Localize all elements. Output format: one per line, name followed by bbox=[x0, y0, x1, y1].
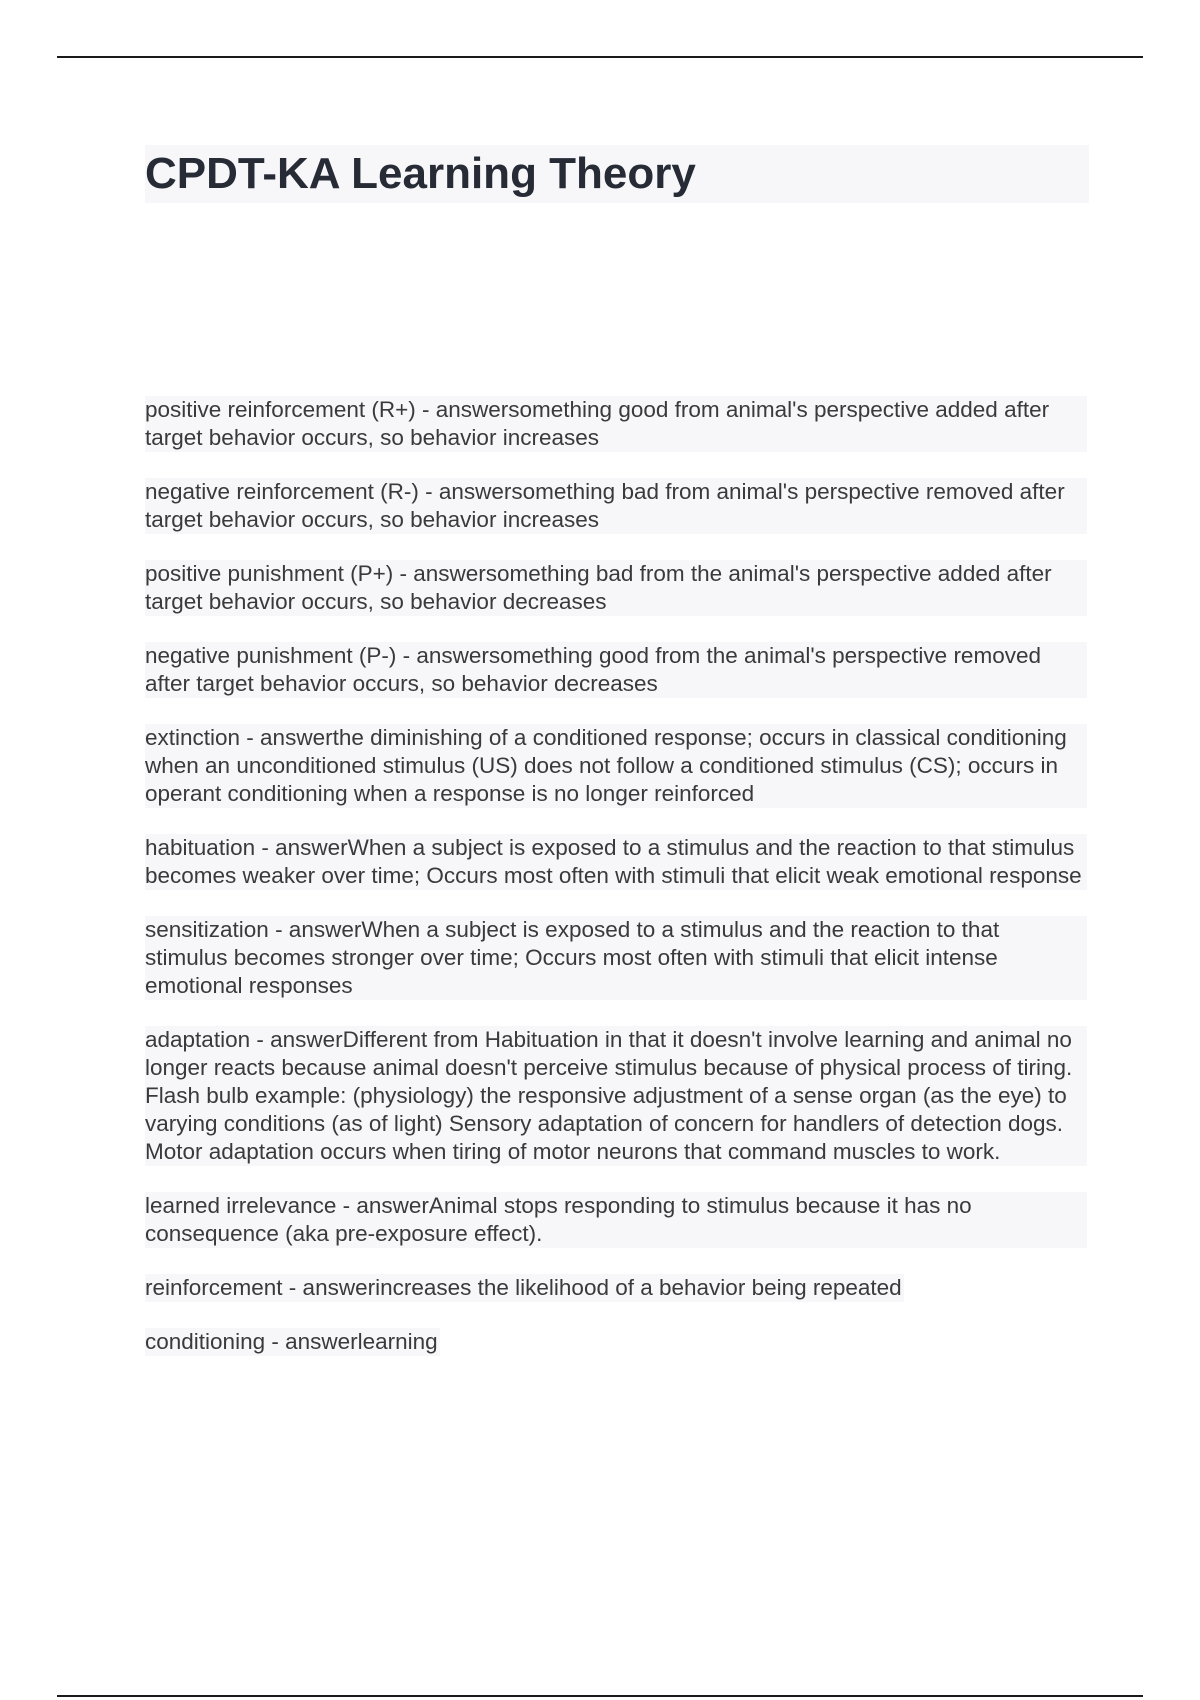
flashcard-entry-learned-irrelevance: learned irrelevance - answerAnimal stops responding to stimulus because it has no consequence (aka pre-exposure effect). bbox=[145, 1192, 1087, 1248]
flashcard-entry-positive-punishment: positive punishment (P+) - answersomething bad from the animal's perspective added after target behavior occurs, so behavior decreases bbox=[145, 560, 1087, 616]
flashcard-entry-extinction: extinction - answerthe diminishing of a conditioned response; occurs in classical conditioning when an unconditioned stimulus (US) does not follow a conditioned stimulus (CS); occurs in operant conditioning when a response is no longer reinforced bbox=[145, 724, 1087, 808]
flashcard-entry-positive-reinforcement: positive reinforcement (R+) - answersomething good from animal's perspective added after target behavior occurs, so behavior increases bbox=[145, 396, 1087, 452]
bottom-rule bbox=[57, 1695, 1143, 1697]
flashcard-entry-reinforcement: reinforcement - answerincreases the likelihood of a behavior being repeated bbox=[145, 1275, 902, 1300]
flashcard-entry-negative-reinforcement: negative reinforcement (R-) - answersomething bad from animal's perspective removed after target behavior occurs, so behavior increases bbox=[145, 478, 1087, 534]
flashcard-entry-conditioning: conditioning - answerlearning bbox=[145, 1329, 438, 1354]
page-title: CPDT-KA Learning Theory bbox=[145, 149, 696, 198]
top-rule bbox=[57, 56, 1143, 58]
flashcard-list bbox=[145, 396, 1100, 1382]
flashcard-entry-sensitization: sensitization - answerWhen a subject is exposed to a stimulus and the reaction to that stimulus becomes stronger over time; Occurs most often with stimuli that elicit intense emotional responses bbox=[145, 916, 1087, 1000]
flashcard-entry-habituation: habituation - answerWhen a subject is exposed to a stimulus and the reaction to that stimulus becomes weaker over time; Occurs most often with stimuli that elicit weak emotional response bbox=[145, 834, 1087, 890]
flashcard-entry-negative-punishment: negative punishment (P-) - answersomething good from the animal's perspective removed after target behavior occurs, so behavior decreases bbox=[145, 642, 1087, 698]
flashcard-entry-adaptation: adaptation - answerDifferent from Habituation in that it doesn't involve learning and animal no longer reacts because animal doesn't perceive stimulus because of physical process of tiring. Flash bulb example: (physiology) the responsive adjustment of a sense organ (as the eye) to varying conditions (as of light) Sensory adaptation of concern for handlers of detection dogs. Motor adaptation occurs when tiring of motor neurons that command muscles to work. bbox=[145, 1026, 1087, 1166]
